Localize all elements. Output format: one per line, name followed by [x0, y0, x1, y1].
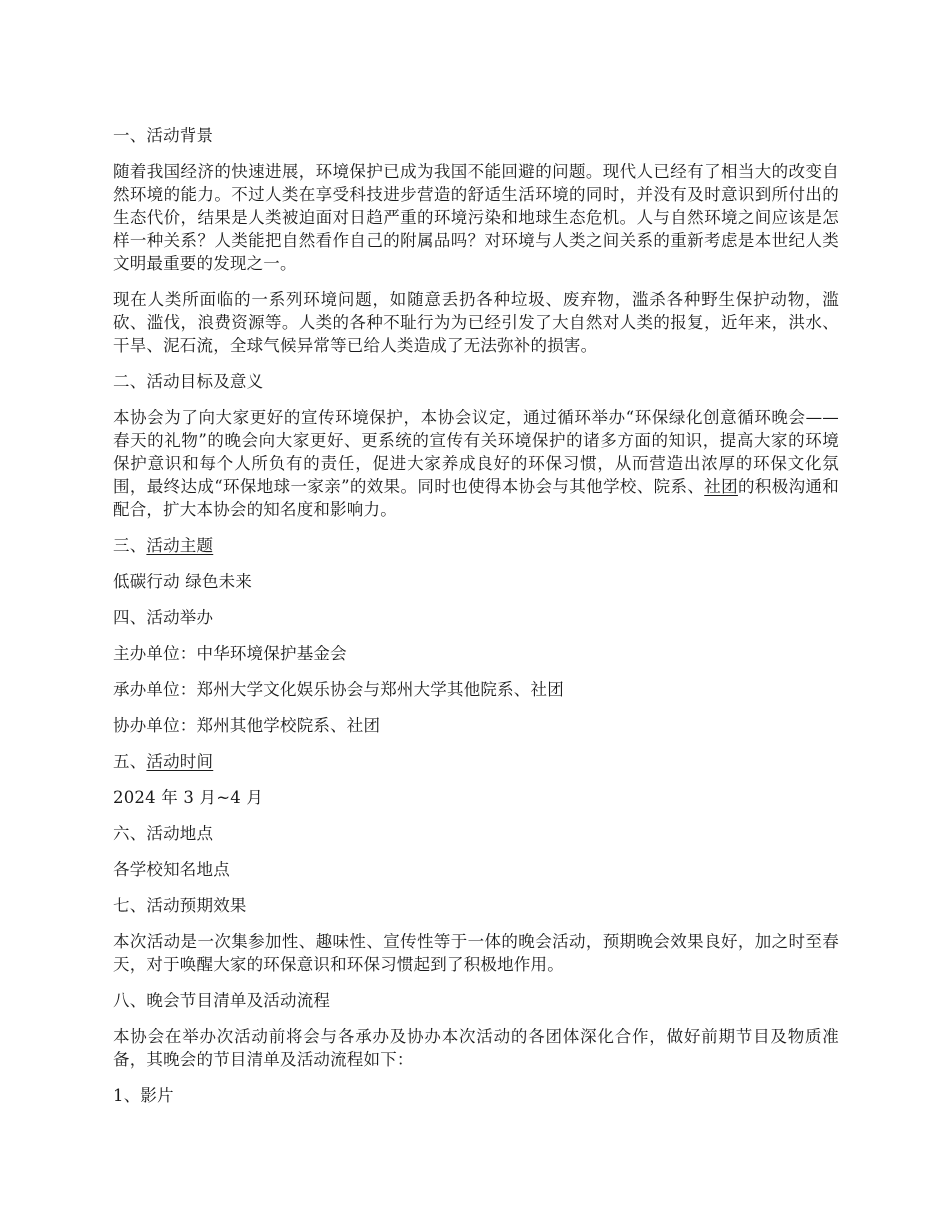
section-heading-organizers: 四、活动举办: [113, 608, 214, 627]
host-unit: 主办单位：中华环境保护基金会: [113, 644, 347, 663]
expected-effect-paragraph: 本次活动是一次集参加性、趣味性、宣传性等于一体的晚会活动，预期晚会效果良好，加之时至春天，对于唤醒大家的环保意识和环保习惯起到了积极地作用。: [113, 932, 839, 974]
organizer-unit: 承办单位：郑州大学文化娱乐协会与郑州大学其他院系、社团: [113, 680, 564, 699]
section-heading-time: [113, 750, 839, 773]
time-text: 2024 年 3 月~4 月: [113, 788, 264, 807]
theme-heading-link[interactable]: 活动主题: [146, 536, 214, 555]
location-text: 各学校知名地点: [113, 860, 230, 879]
background-paragraph-1: 随着我国经济的快速进展，环境保护已成为我国不能回避的问题。现代人已经有了相当大的改变自然环境的能力。不过人类在享受科技进步营造的舒适生活环境的同时，并没有及时意识到所付出的生态代价，结果是人类被迫面对日趋严重的环境污染和地球生态危机。人与自然环境之间应该是怎样一种关系？人类能把自然看作自己的附属品吗？对环境与人类之间关系的重新考虑是本世纪人类文明最重要的发现之一。: [113, 162, 839, 273]
background-paragraph-2: 现在人类所面临的一系列环境问题，如随意丢扔各种垃圾、废弃物，滥杀各种野生保护动物，滥砍、滥伐，浪费资源等。人类的各种不耻行为为已经引发了大自然对人类的报复，近年来，洪水、干旱、泥石流，全球气候异常等已给人类造成了无法弥补的损害。: [113, 290, 839, 355]
program-item-1: 1、影片: [113, 1086, 174, 1105]
society-link[interactable]: 社团: [704, 477, 738, 496]
goals-paragraph: [113, 406, 839, 521]
time-heading-prefix: 五、: [113, 752, 147, 771]
document-page: [113, 124, 839, 1120]
co-organizer-unit: 协办单位：郑州其他学校院系、社团: [113, 716, 381, 735]
section-heading-background: 一、活动背景: [113, 126, 214, 145]
section-heading-program: 八、晚会节目清单及活动流程: [113, 991, 331, 1010]
program-paragraph: 本协会在举办次活动前将会与各承办及协办本次活动的各团体深化合作，做好前期节目及物质准备，其晚会的节目清单及活动流程如下：: [113, 1027, 839, 1069]
section-heading-theme: [113, 534, 839, 557]
theme-heading-prefix: 三、: [113, 536, 147, 555]
goals-text-before: 本协会为了向大家更好的宣传环境保护，本协会议定，通过循环举办“环保绿化创意循环晚会——春天的礼物”的晚会向大家更好、更系统的宣传有关环境保护的诸多方面的知识，提高大家的环境保护意识和每个人所负有的责任，促进大家养成良好的环保习惯，从而营造出浓厚的环保文化氛围，最终达成“环保地球一家亲”的效果。同时也使得本协会与其他学校、院系、: [113, 408, 839, 496]
section-heading-expected-effect: 七、活动预期效果: [113, 896, 247, 915]
time-heading-link[interactable]: 活动时间: [146, 752, 214, 771]
section-heading-location: 六、活动地点: [113, 824, 214, 843]
goals-text-after: 的积极沟通和配合，扩大本协会的知名度和影响力。: [113, 477, 840, 519]
theme-text: 低碳行动 绿色未来: [113, 572, 253, 591]
section-heading-goals: 二、活动目标及意义: [113, 372, 264, 391]
